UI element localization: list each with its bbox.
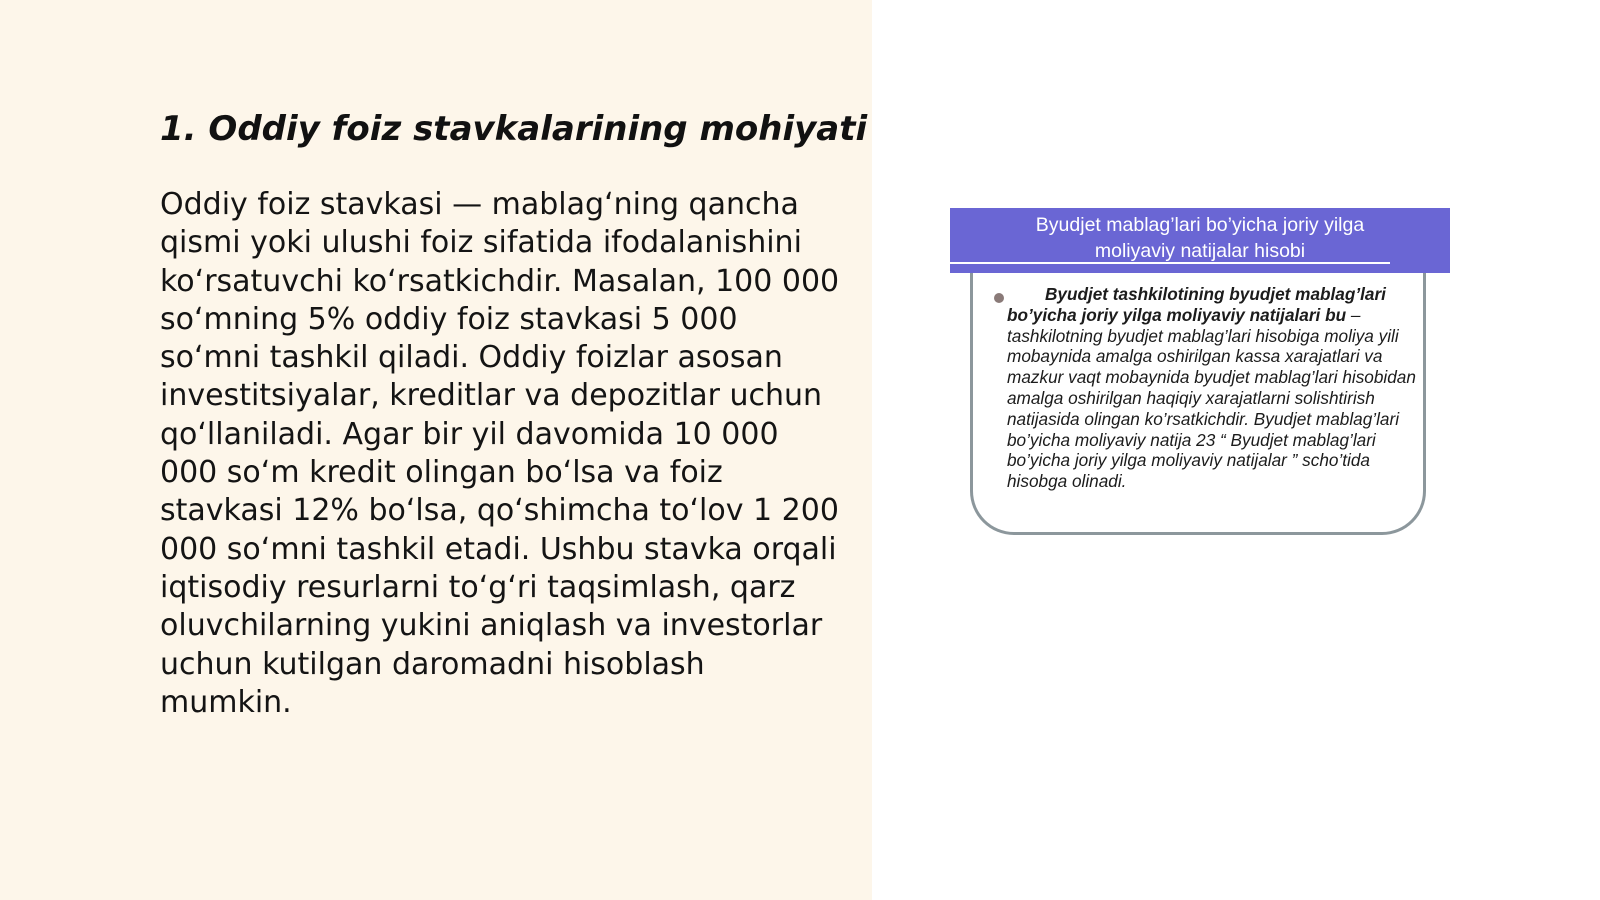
embedded-figure <box>950 208 1450 548</box>
figure-header-line-2: moliyaviy natijalar hisobi <box>1094 240 1306 262</box>
figure-definition-text <box>1007 284 1427 492</box>
bullet-icon <box>994 293 1004 303</box>
figure-header-underline <box>950 262 1390 264</box>
figure-definition-lead: Byudjet tashkilotining byudjet mablag’lari bo’yicha joriy yilga moliyaviy natijalari bu <box>1007 284 1386 325</box>
figure-definition-rest: – tashkilotning byudjet mablag’lari hisobiga moliya yili mobaynida amalga oshirilgan kassa xarajatlari va mazkur vaqt mobaynida byudjet mablag’lari hisobidan amalga oshirilgan haqiqiy xarajatlarni solishtirish natijasida olingan ko’rsatkichdir. Byudjet mablag’lari bo’yicha moliyaviy natija 23 “ Byudjet mablag’lari bo’yicha joriy yilga moliyaviy natijalar ” scho’tida hisobga olinadi. <box>1007 304 1416 492</box>
slide-title: 1. Oddiy foiz stavkalarining mohiyati <box>160 109 868 149</box>
slide-body-text: Oddiy foiz stavkasi — mablag‘ning qancha qismi yoki ulushi foiz sifatida ifodalanishini ko‘rsatuvchi ko‘rsatkichdir. Masalan, 100 000 so‘mning 5% oddiy foiz stavkasi 5 000 so‘mni tashkil qiladi. Oddiy foizlar asosan investitsiyalar, kreditlar va depozitlar uchun qo‘llaniladi. Agar bir yil davomida 10 000 000 so‘m kredit olingan bo‘lsa va foiz stavkasi 12% bo‘lsa, qo‘shimcha to‘lov 1 200 000 so‘mni tashkil etadi. Ushbu stavka orqali iqtisodiy resurlarni to‘g‘ri taqsimlash, qarz oluvchilarning yukini aniqlash va investorlar uchun kutilgan daromadni hisoblash mumkin. <box>160 187 840 720</box>
figure-header-line-1: Byudjet mablag’lari bo’yicha joriy yilga <box>1035 214 1365 236</box>
